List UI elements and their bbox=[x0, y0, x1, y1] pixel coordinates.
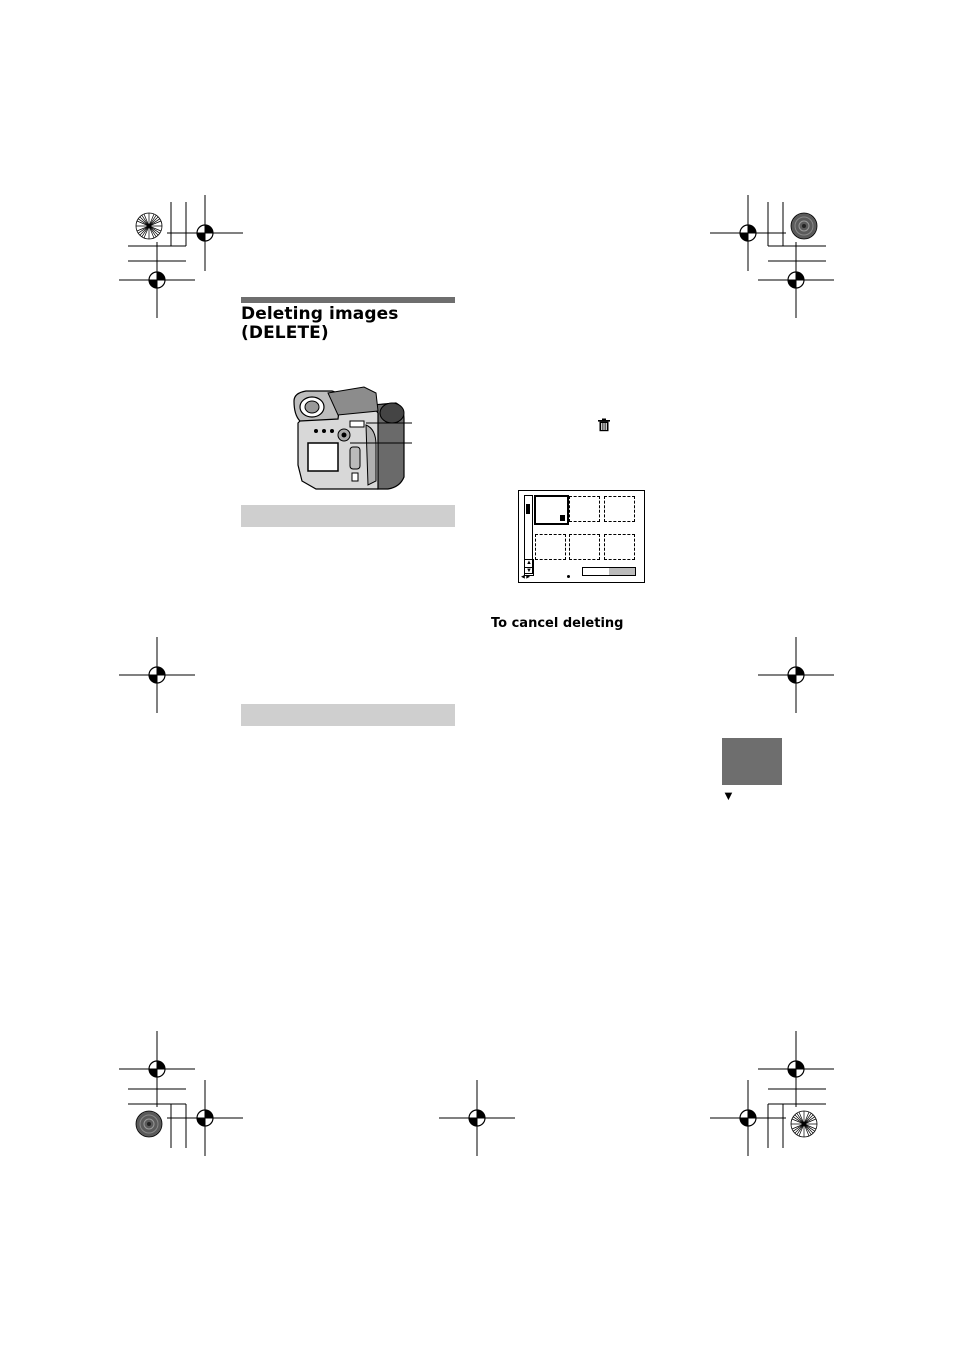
thumbnail bbox=[569, 534, 600, 560]
continue-arrow-icon: ▼ bbox=[722, 788, 735, 803]
chapter-tab bbox=[722, 738, 782, 785]
scrollbar-thumb bbox=[526, 504, 530, 514]
title-rule bbox=[241, 297, 455, 303]
thumbnail-trash-icon bbox=[560, 515, 565, 521]
thumbnail bbox=[535, 534, 566, 560]
thumbnail bbox=[569, 496, 600, 522]
scroll-up-icon: ▲ bbox=[524, 559, 534, 568]
page-title-line-1: Deleting images bbox=[241, 304, 399, 324]
page-title-line-2: (DELETE) bbox=[241, 323, 329, 343]
section-band-2 bbox=[241, 704, 455, 726]
index-screen-illustration bbox=[518, 490, 645, 583]
nav-arrows-icon: ◀ ▶ bbox=[521, 574, 531, 580]
status-dot bbox=[567, 575, 570, 578]
action-buttons bbox=[582, 567, 636, 576]
camera-illustration bbox=[288, 385, 413, 493]
thumbnail bbox=[604, 534, 635, 560]
trash-icon bbox=[597, 418, 611, 432]
section-band-1 bbox=[241, 505, 455, 527]
scroll-down-icon: ▼ bbox=[524, 567, 534, 576]
page-title bbox=[241, 305, 471, 343]
thumbnail bbox=[604, 496, 635, 522]
cancel-deleting-heading: To cancel deleting bbox=[491, 616, 624, 631]
